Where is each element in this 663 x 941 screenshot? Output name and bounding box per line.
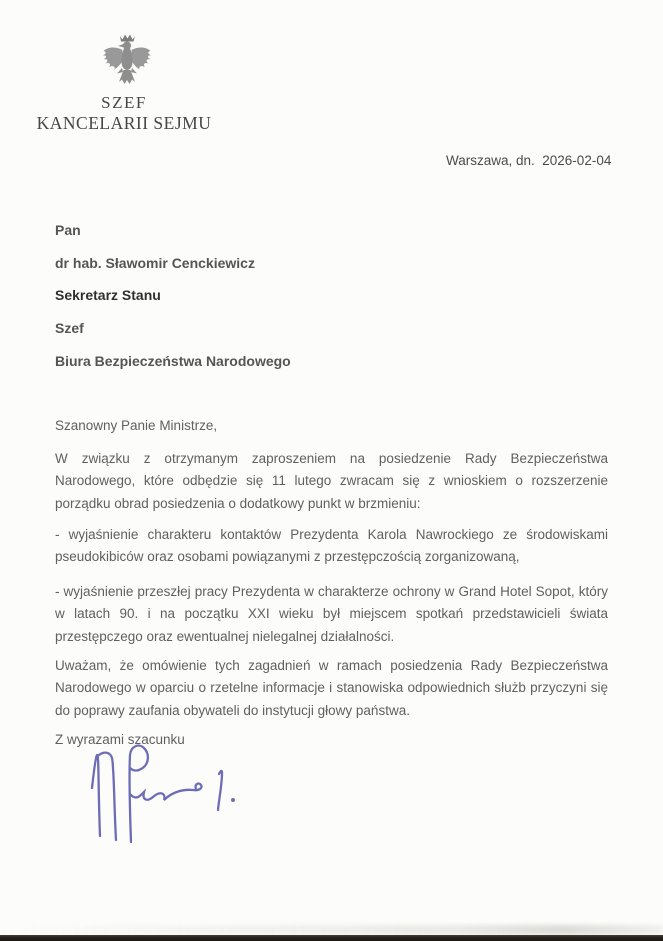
- body-paragraph-2-bullet: - wyjaśnienie charakteru kontaktów Prezydenta Karola Nawrockiego ze środowiskami pseudokibiców oraz osobami powiązanymi z przestępczością zorganizowaną,: [55, 527, 608, 565]
- recipient-line-office: Biura Bezpieczeństwa Narodowego: [55, 353, 291, 369]
- recipient-line-name: dr hab. Sławomir Cenckiewicz: [55, 255, 255, 271]
- body-paragraph-4: Uważam, że omówienie tych zagadnień w ramach posiedzenia Rady Bezpieczeństwa Narodowego w oparciu o rzetelne informacje i stanowiska odpowiednich służb przyczyni się do poprawy zaufania obywateli do instytucji głowy państwa.: [55, 658, 608, 718]
- salutation: Szanowny Panie Ministrze,: [55, 418, 218, 433]
- letterhead-org-line1: SZEF: [101, 93, 147, 112]
- letterhead-org-line2: KANCELARII SEJMU: [36, 113, 212, 133]
- letterhead: [33, 93, 215, 134]
- scan-smudge: [0, 925, 663, 935]
- body-paragraph-1: W związku z otrzymanym zaproszeniem na posiedzenie Rady Bezpieczeństwa Narodowego, które odbędzie się 11 lutego zwracam się z wnioskiem o rozszerzenie porządku obrad posiedzenia o dodatkowy punkt w brzmieniu:: [55, 451, 608, 511]
- recipient-line-role: Szef: [55, 320, 84, 336]
- body-paragraph-3-bullet: - wyjaśnienie przeszłej pracy Prezydenta w charakterze ochrony w Grand Hotel Sopot, który w latach 90. i na początku XXI wieku był miejscem spotkań przedstawicieli świata przestępczego oraz ewentualnej nielegalnej działalności.: [55, 584, 608, 644]
- recipient-line-pan: Pan: [55, 222, 81, 238]
- handwritten-signature: [82, 742, 252, 860]
- recipient-line-title: Sekretarz Stanu: [55, 287, 161, 303]
- closing: Z wyrazami szacunku: [55, 732, 185, 747]
- scan-edge-bar: [0, 935, 663, 941]
- dateline: Warszawa, dn. 2026-02-04: [446, 153, 612, 168]
- polish-eagle-emblem-icon: [100, 32, 152, 90]
